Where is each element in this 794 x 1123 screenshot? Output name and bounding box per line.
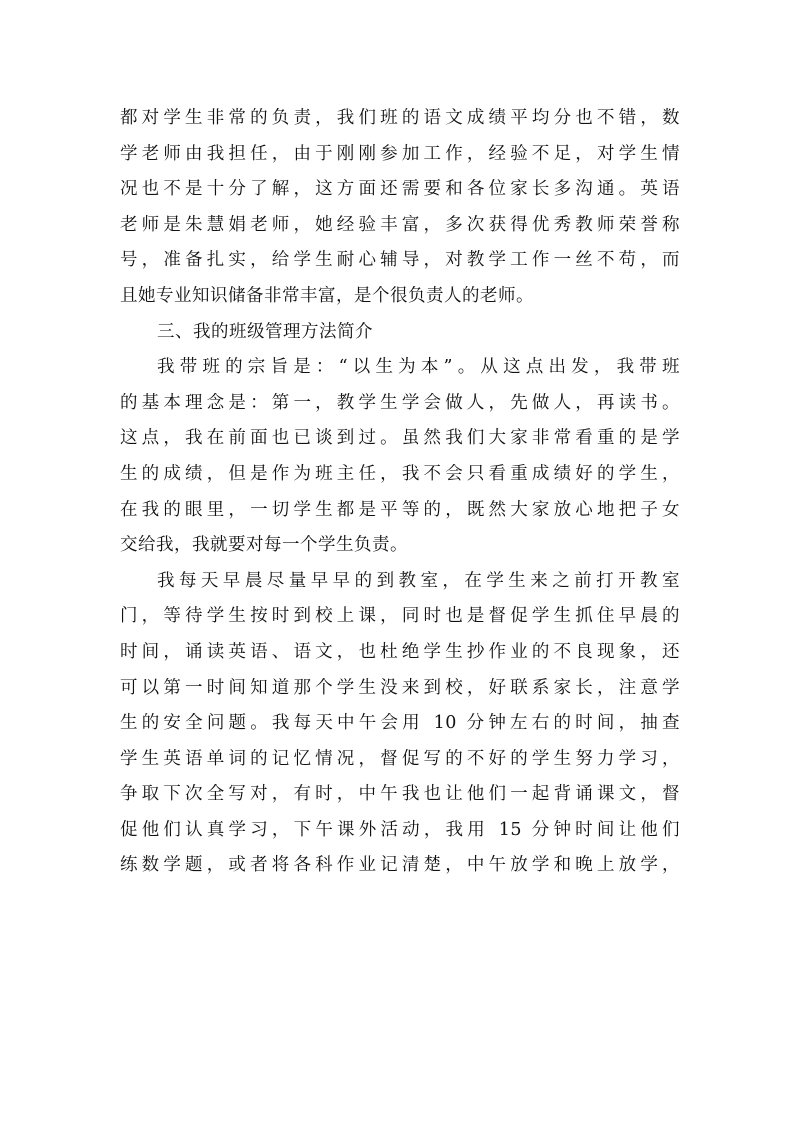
text-line: 时间，诵读英语、语文，也杜绝学生抄作业的不良现象，还: [120, 641, 680, 662]
text-line: 且她专业知识储备非常丰富，是个很负责人的老师。: [120, 285, 534, 306]
document-body: [120, 101, 680, 884]
text-line: 交给我，我就要对每一个学生负责。: [120, 535, 408, 556]
text-line: 这点，我在前面也已谈到过。虽然我们大家非常看重的是学: [120, 428, 680, 449]
text-line: 况也不是十分了解，这方面还需要和各位家长多沟通。英语: [120, 179, 680, 200]
paragraph-first-line: 我带班的宗旨是：“以生为本”。从这点出发，我带班: [157, 357, 680, 378]
text-line: 都对学生非常的负责，我们班的语文成绩平均分也不错，数: [120, 108, 680, 128]
text-line: 学生英语单词的记忆情况，督促写的不好的学生努力学习，: [120, 748, 680, 769]
text-line: 在我的眼里，一切学生都是平等的，既然大家放心地把子女: [120, 499, 680, 520]
text-line: 老师是朱慧娟老师，她经验丰富，多次获得优秀教师荣誉称: [120, 214, 680, 235]
text-line: 号，准备扎实，给学生耐心辅导，对教学工作一丝不苟，而: [120, 250, 680, 271]
text-line: 的基本理念是：第一，教学生学会做人，先做人，再读书。: [120, 392, 680, 413]
text-line: 学老师由我担任，由于刚刚参加工作，经验不足，对学生情: [120, 143, 680, 164]
text-line: 争取下次全写对，有时，中午我也让他们一起背诵课文，督: [120, 784, 680, 805]
text-line: 练数学题，或者将各科作业记清楚，中午放学和晚上放学，: [120, 855, 680, 876]
text-line: 生的安全问题。我每天中午会用 10 分钟左右的时间，抽查: [120, 713, 680, 734]
text-line: 门，等待学生按时到校上课，同时也是督促学生抓住早晨的: [120, 606, 680, 627]
paragraph-first-line: 我每天早晨尽量早早的到教室，在学生来之前打开教室: [157, 570, 680, 591]
text-line: 生的成绩，但是作为班主任，我不会只看重成绩好的学生，: [120, 463, 680, 484]
text-line: 促他们认真学习，下午课外活动，我用 15 分钟时间让他们: [120, 819, 680, 840]
section-heading: 三、我的班级管理方法简介: [157, 321, 373, 342]
text-line: 可以第一时间知道那个学生没来到校，好联系家长，注意学: [120, 677, 680, 698]
